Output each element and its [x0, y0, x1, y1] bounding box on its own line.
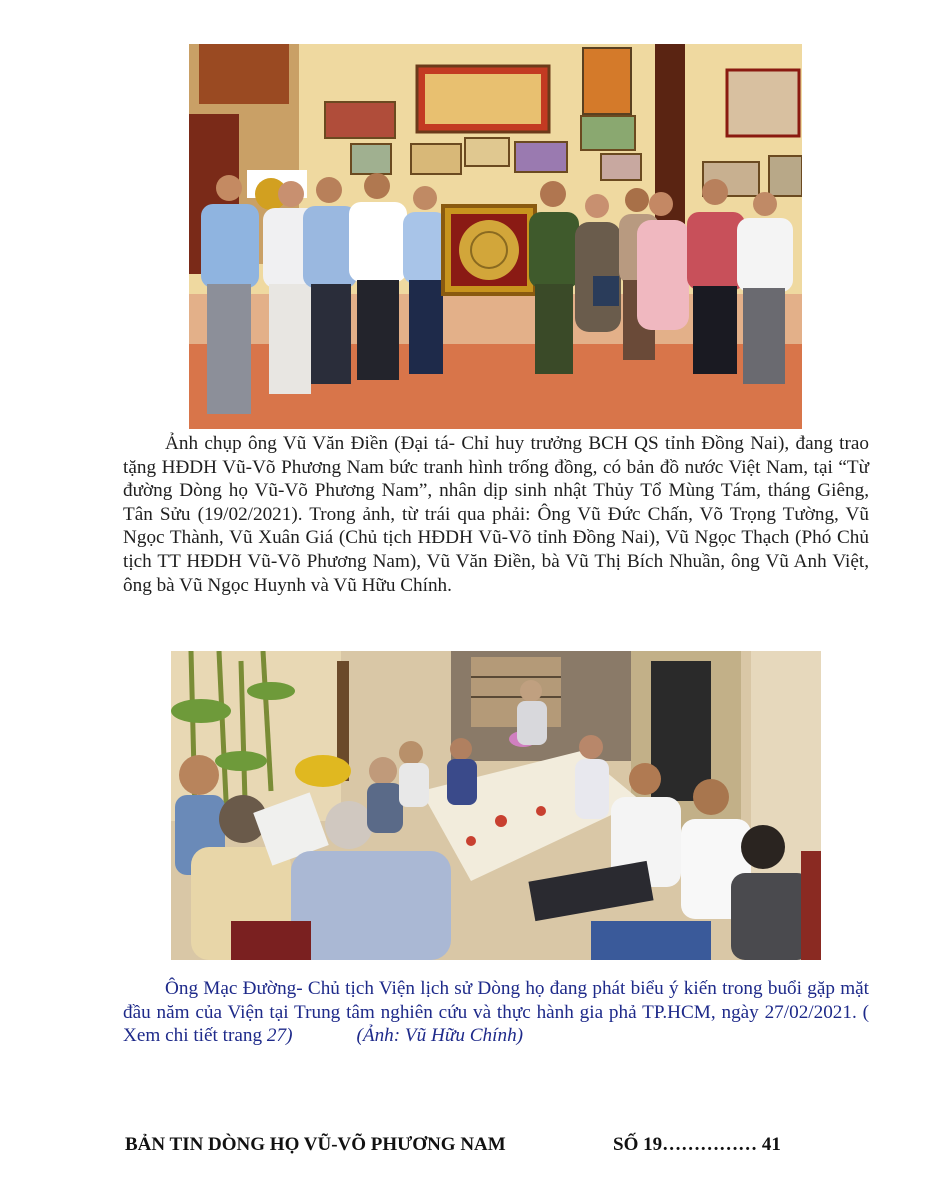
- caption-page-reference: 27): [266, 1025, 293, 1047]
- ceremony-photo-caption: Ảnh chụp ông Vũ Văn Điền (Đại tá- Chỉ huy trưởng BCH QS tỉnh Đồng Nai), đang trao tặng HĐDH Vũ-Võ Phương Nam bức tranh hình trống đồng, có bản đồ nước Việt Nam, tại “Từ đường Dòng họ Vũ-Võ Phương Nam”, nhân dịp sinh nhật Thủy Tổ Mùng Tám, tháng Giêng, Tân Sửu (19/02/2021). Trong ảnh, từ trái qua phải: Ông Vũ Đức Chấn, Võ Trọng Tường, Vũ Ngọc Thành, Vũ Xuân Giá (Chủ tịch HĐDH Vũ-Võ tỉnh Đồng Nai), Vũ Ngọc Thạch (Phó Chủ tịch TT HĐDH Vũ-Võ Phương Nam), Vũ Văn Điền, bà Vũ Thị Bích Nhuần, ông Vũ Anh Việt, ông bà Vũ Ngọc Huynh và Vũ Hữu Chính.: [123, 433, 869, 596]
- meeting-photo: [171, 651, 821, 960]
- newsletter-title: BẢN TIN DÒNG HỌ VŨ-VÕ PHƯƠNG NAM: [125, 1134, 506, 1155]
- ceremony-group-photo: [189, 44, 802, 429]
- caption-main-text: Ông Mạc Đường- Chủ tịch Viện lịch sử Dòng họ đang phát biểu ý kiến trong buổi gặp mặt đầu năm của Viện tại Trung tâm nghiên cứu và thực hành gia phả TP.HCM, ngày 27/02/2021. ( Xem chi tiết trang: [123, 978, 869, 1047]
- photo-credit: (Ảnh: Vũ Hữu Chính): [356, 1025, 524, 1047]
- page-footer: [125, 1134, 805, 1156]
- meeting-photo-caption: [123, 977, 869, 1048]
- issue-and-page-number: SỐ 19…………… 41: [613, 1134, 781, 1155]
